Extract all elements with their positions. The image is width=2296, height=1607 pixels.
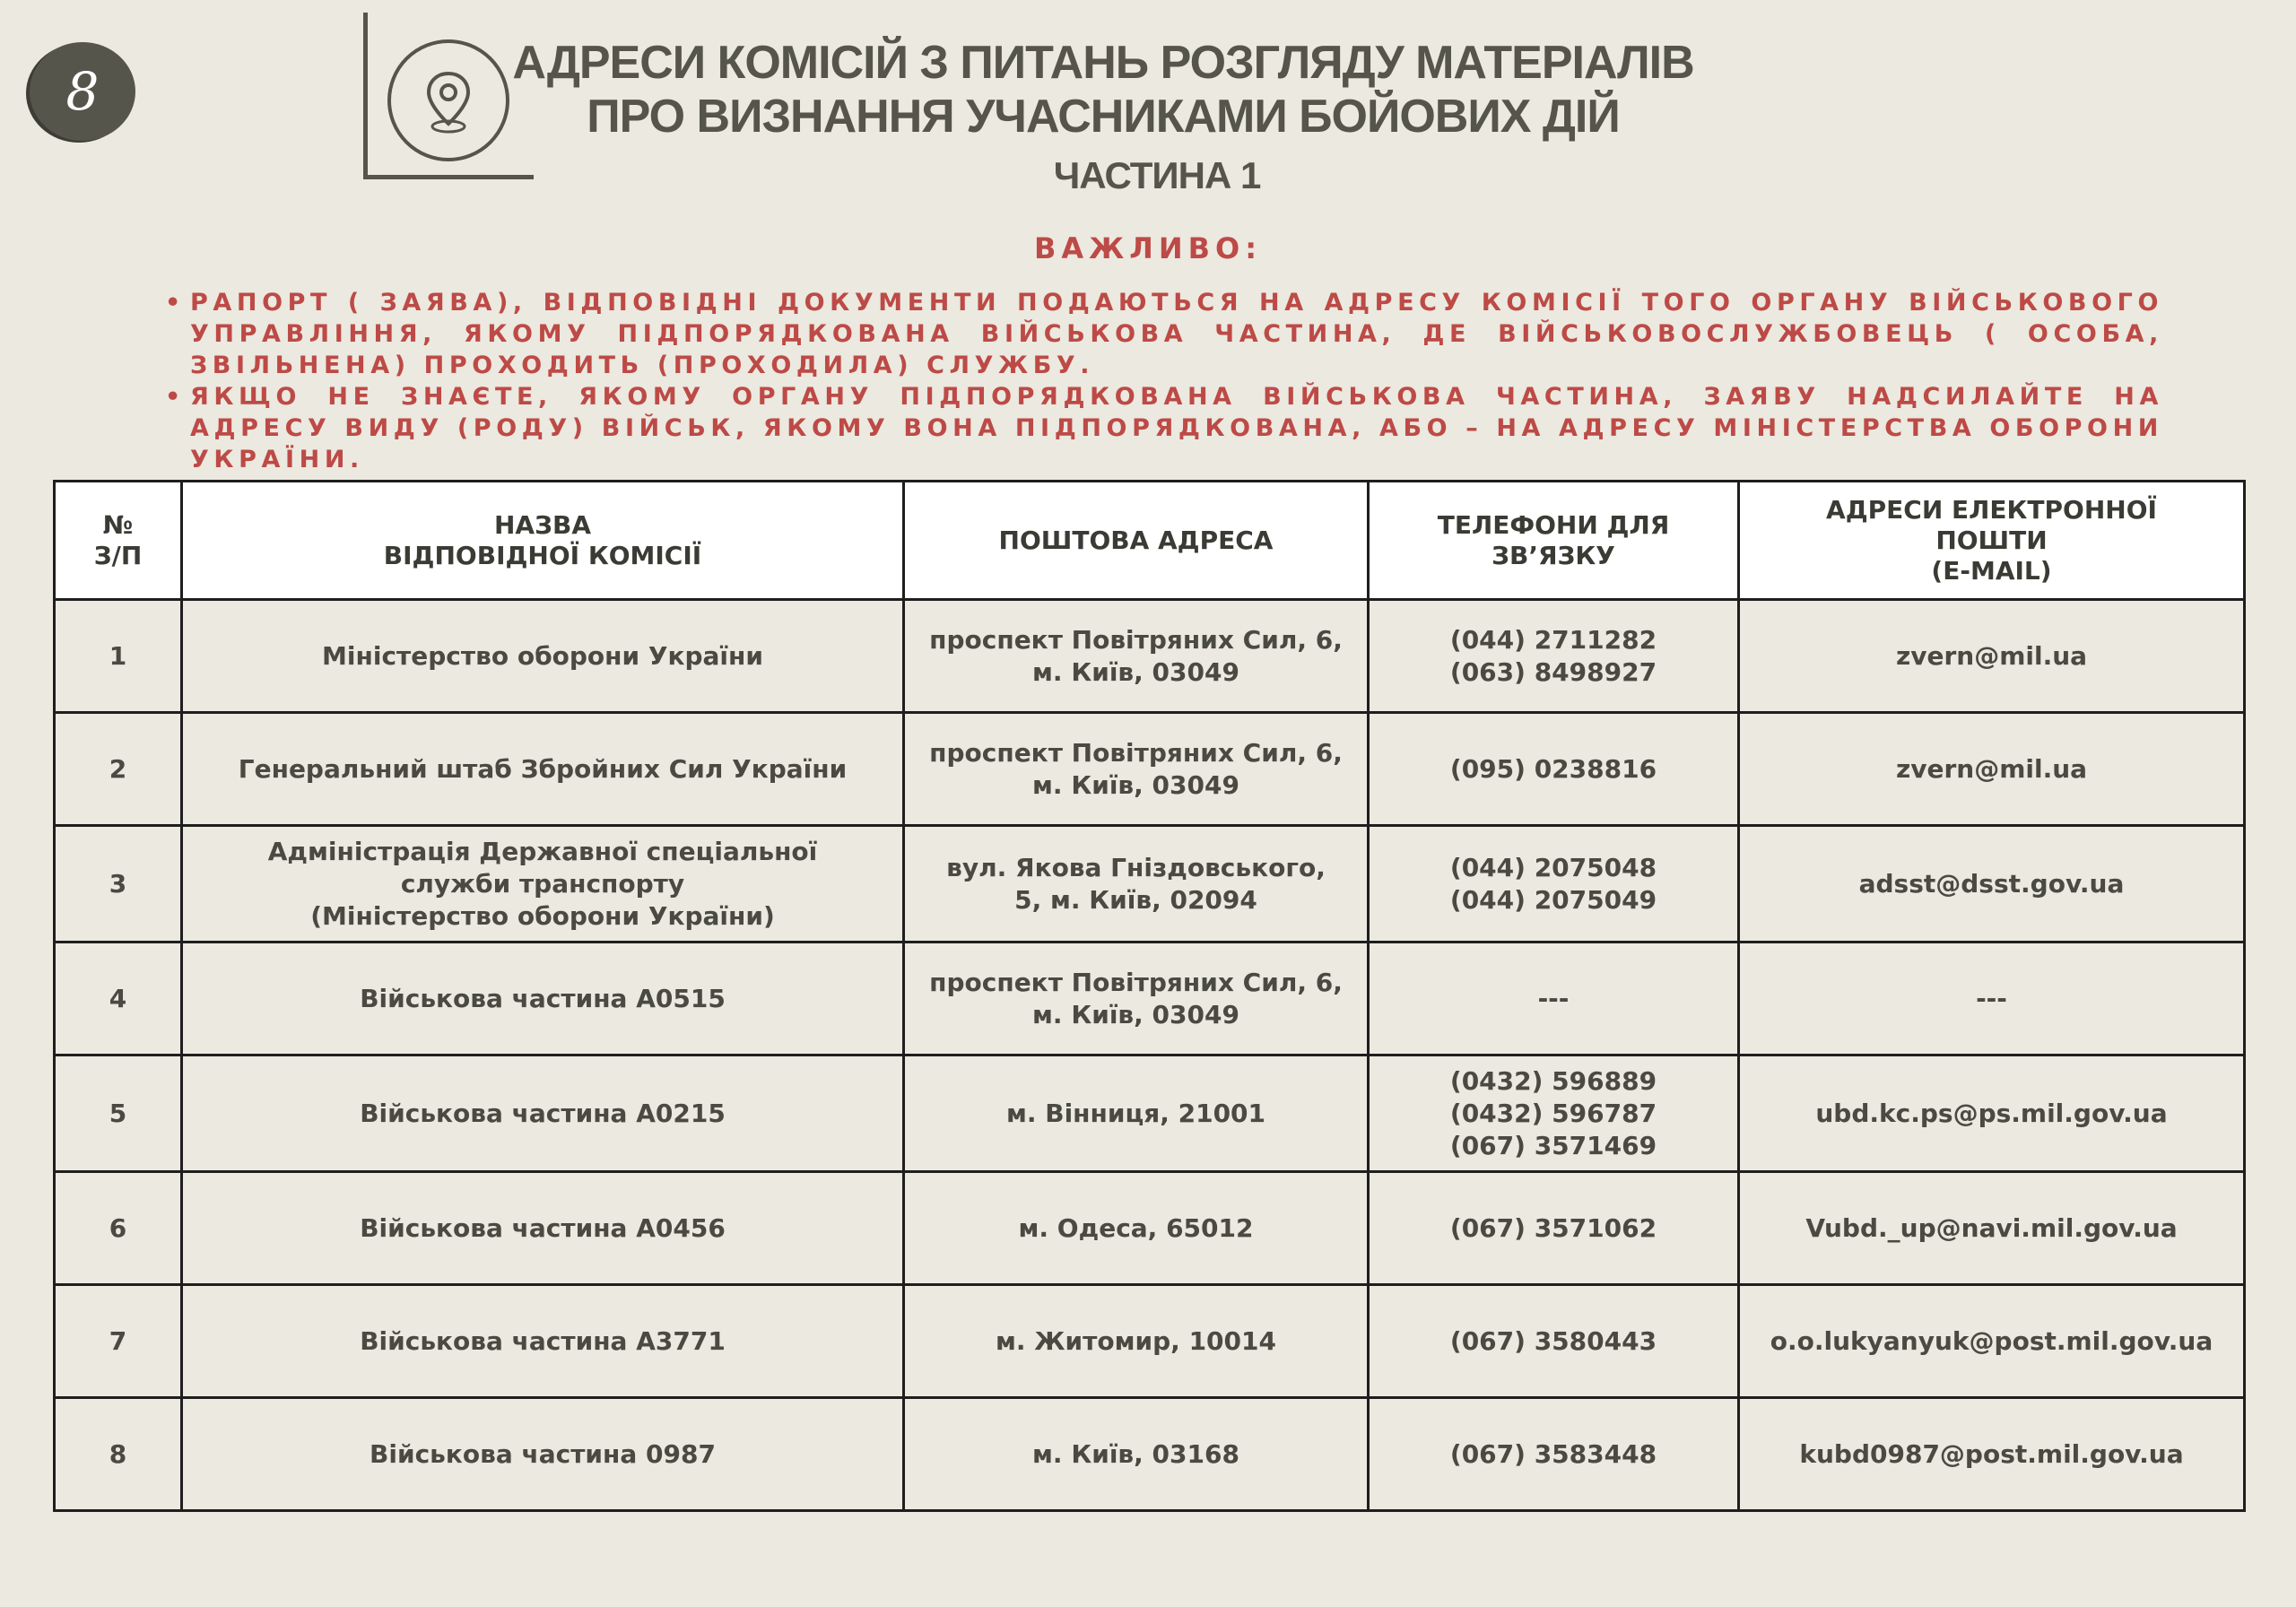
cell-email[interactable]: ubd.kc.ps@ps.mil.gov.ua (1739, 1055, 2245, 1172)
cell-phones: --- (1369, 942, 1739, 1055)
table-row (55, 942, 2245, 1055)
cell-address: вул. Якова Гніздовського, 5, м. Київ, 02094 (904, 826, 1369, 942)
header-address: ПОШТОВА АДРЕСА (904, 482, 1369, 600)
cell-name: Міністерство оборони України (182, 600, 904, 713)
cell-email[interactable]: o.o.lukyanyuk@post.mil.gov.ua (1739, 1285, 2245, 1398)
cell-name: Генеральний штаб Збройних Сил України (182, 713, 904, 826)
table-row (55, 1285, 2245, 1398)
table-row (55, 1398, 2245, 1511)
cell-num: 6 (55, 1172, 182, 1285)
cell-name: Військова частина 0987 (182, 1398, 904, 1511)
cell-email: --- (1739, 942, 2245, 1055)
cell-email[interactable]: zvern@mil.ua (1739, 713, 2245, 826)
part-subtitle: ЧАСТИНА 1 (1053, 154, 1261, 196)
important-note: • РАПОРТ ( ЗАЯВА), ВІДПОВІДНІ ДОКУМЕНТИ ПОДАЮТЬСЯ НА АДРЕСУ КОМІСІЇ ТОГО ОРГАНУ ВІЙСЬКОВОГО УПРАВЛІННЯ, ЯКОМУ ПІДПОРЯДКОВАНА ВІЙСЬКОВА ЧАСТИНА, ДЕ ВІЙСЬКОВОСЛУЖБОВЕЦЬ ( ОСОБА, ЗВІЛЬНЕНА) ПРОХОДИТЬ (ПРОХОДИЛА) СЛУЖБУ. (165, 287, 2163, 381)
cell-address: м. Київ, 03168 (904, 1398, 1369, 1511)
cell-email[interactable]: adsst@dsst.gov.ua (1739, 826, 2245, 942)
cell-num: 2 (55, 713, 182, 826)
cell-address: м. Вінниця, 21001 (904, 1055, 1369, 1172)
important-notes (165, 287, 2163, 475)
table-row (55, 1172, 2245, 1285)
cell-name: Військова частина А0215 (182, 1055, 904, 1172)
page-number: 8 (65, 61, 100, 122)
cell-email[interactable]: zvern@mil.ua (1739, 600, 2245, 713)
cell-num: 3 (55, 826, 182, 942)
cell-address: м. Житомир, 10014 (904, 1285, 1369, 1398)
cell-phones: (0432) 596889 (0432) 596787 (067) 3571469 (1369, 1055, 1739, 1172)
table-header-row (55, 482, 2245, 600)
header-email: АДРЕСИ ЕЛЕКТРОННОЇ ПОШТИ (E-MAIL) (1739, 482, 2245, 600)
title-line-1: АДРЕСИ КОМІСІЙ З ПИТАНЬ РОЗГЛЯДУ МАТЕРІАЛІВ (512, 37, 1694, 89)
table-row (55, 600, 2245, 713)
cell-num: 1 (55, 600, 182, 713)
cell-name: Військова частина А0515 (182, 942, 904, 1055)
cell-address: м. Одеса, 65012 (904, 1172, 1369, 1285)
location-pin-icon (386, 38, 511, 163)
important-heading: ВАЖЛИВО: (1033, 231, 1263, 265)
table-row (55, 1055, 2245, 1172)
table-row (55, 826, 2245, 942)
page-title (502, 36, 1704, 143)
cell-address: проспект Повітряних Сил, 6, м. Київ, 03049 (904, 713, 1369, 826)
cell-phones: (044) 2075048 (044) 2075049 (1369, 826, 1739, 942)
cell-phones: (067) 3571062 (1369, 1172, 1739, 1285)
title-line-2: ПРО ВИЗНАННЯ УЧАСНИКАМИ БОЙОВИХ ДІЙ (587, 91, 1620, 143)
cell-email[interactable]: Vubd._up@navi.mil.gov.ua (1739, 1172, 2245, 1285)
cell-phones: (095) 0238816 (1369, 713, 1739, 826)
cell-phones: (044) 2711282 (063) 8498927 (1369, 600, 1739, 713)
important-note: • ЯКЩО НЕ ЗНАЄТЕ, ЯКОМУ ОРГАНУ ПІДПОРЯДКОВАНА ВІЙСЬКОВА ЧАСТИНА, ЗАЯВУ НАДСИЛАЙТЕ НА АДРЕСУ ВИДУ (РОДУ) ВІЙСЬК, ЯКОМУ ВОНА ПІДПОРЯДКОВАНА, АБО – НА АДРЕСУ МІНІСТЕРСТВА ОБОРОНИ УКРАЇНИ. (165, 381, 2163, 475)
cell-num: 4 (55, 942, 182, 1055)
cell-num: 8 (55, 1398, 182, 1511)
cell-phones: (067) 3580443 (1369, 1285, 1739, 1398)
commissions-table (53, 480, 2246, 1512)
header-num: № З/П (55, 482, 182, 600)
cell-email[interactable]: kubd0987@post.mil.gov.ua (1739, 1398, 2245, 1511)
cell-name: Військова частина А3771 (182, 1285, 904, 1398)
cell-num: 5 (55, 1055, 182, 1172)
cell-name: Адміністрація Державної спеціальної служби транспорту (Міністерство оборони України) (182, 826, 904, 942)
cell-address: проспект Повітряних Сил, 6, м. Київ, 03049 (904, 942, 1369, 1055)
cell-name: Військова частина А0456 (182, 1172, 904, 1285)
cell-phones: (067) 3583448 (1369, 1398, 1739, 1511)
table-row (55, 713, 2245, 826)
page-number-badge (30, 42, 135, 141)
header-name: НАЗВА ВІДПОВІДНОЇ КОМІСІЇ (182, 482, 904, 600)
cell-num: 7 (55, 1285, 182, 1398)
cell-address: проспект Повітряних Сил, 6, м. Київ, 03049 (904, 600, 1369, 713)
header-phones: ТЕЛЕФОНИ ДЛЯ ЗВ’ЯЗКУ (1369, 482, 1739, 600)
